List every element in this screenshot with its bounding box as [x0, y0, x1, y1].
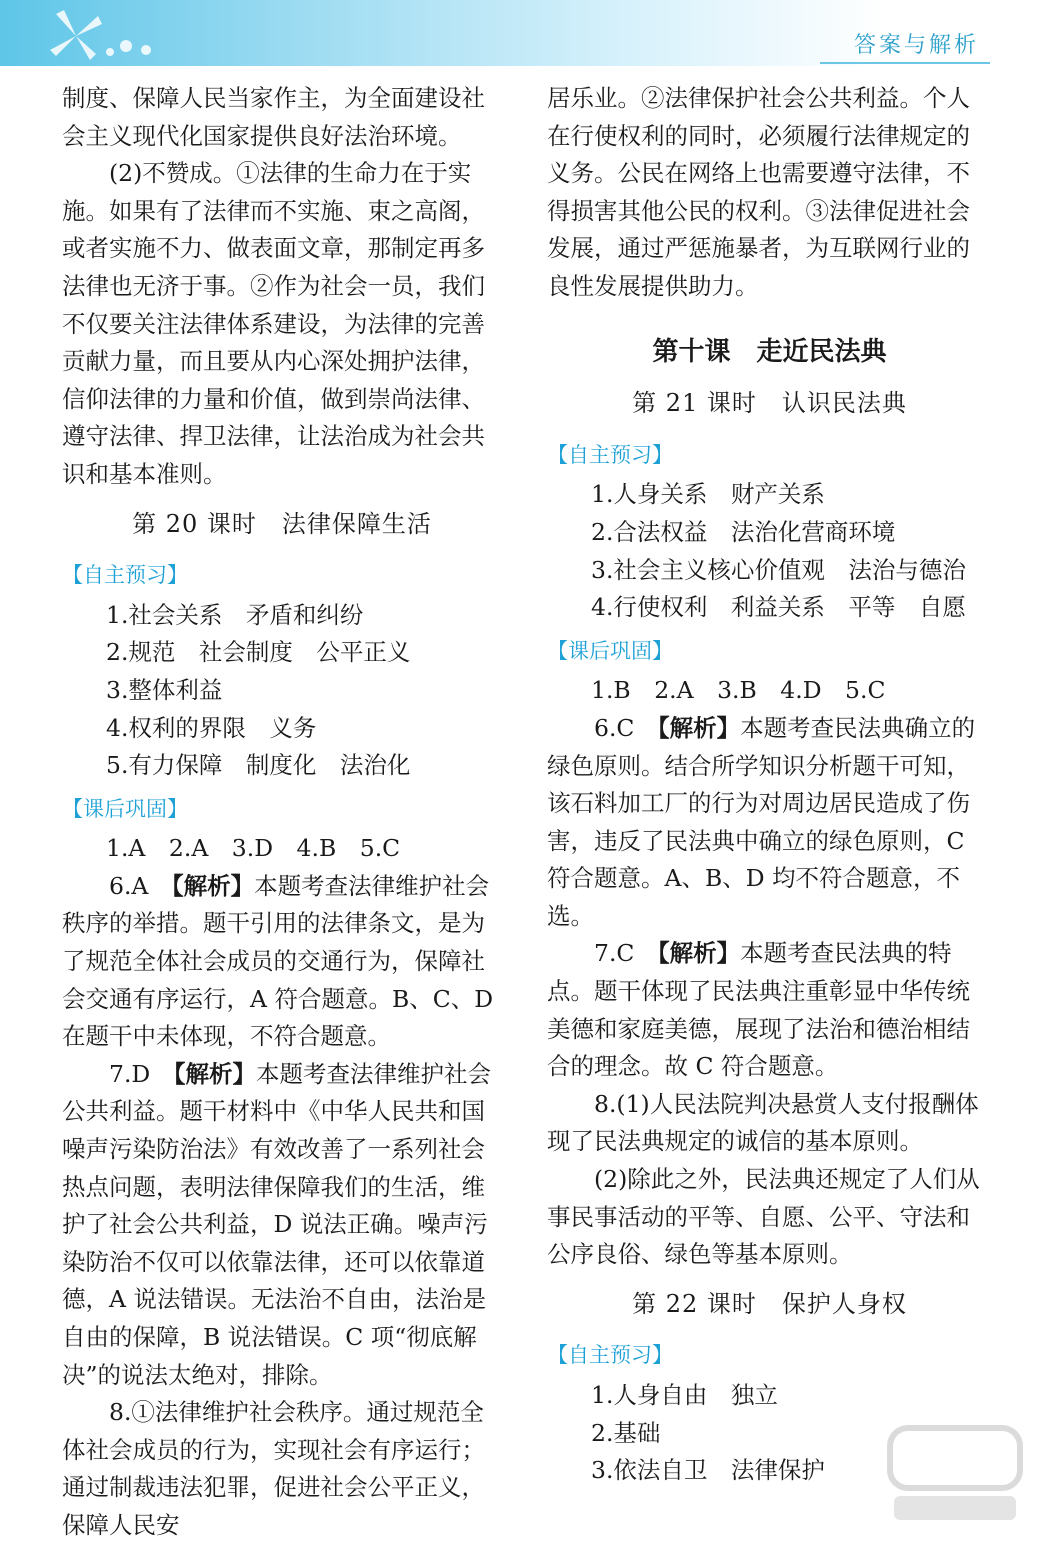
preview-item: 1.社会关系 矛盾和纠纷 — [106, 600, 364, 629]
question-6-text: 本题考查民法典确立的绿色原则。结合所学知识分析题干可知，该石料加工厂的行为对周边居民造成了伤害，违反了民法典中确立的绿色原则，C 符合题意。A、B、D 均不符合题意，不选。 — [547, 713, 976, 930]
preview-item: 3.依法自卫 法律保护 — [591, 1456, 825, 1485]
header-title: 答案与解析 — [853, 33, 979, 58]
left-paragraph-1: 制度、保障人民当家作主，为全面建设社会主义现代化国家提供良好法治环境。 — [62, 84, 485, 150]
preview-item: 2.基础 — [591, 1418, 661, 1447]
preview-item: 4.权利的界限 义务 — [106, 713, 317, 742]
choice-answers: 1.B 2.A 3.B 4.D 5.C — [591, 676, 886, 705]
left-column — [62, 80, 502, 1545]
left-paragraph-2: (2)不赞成。①法律的生命力在于实施。如果有了法律而不实施、束之高阁，或者实施不力、做表面文章，那制定再多法律也无济于事。②作为社会一员，我们不仅要关注法律体系建设，为法律的完善贡献力量，而且要从内心深处拥护法律，信仰法律的力量和价值，做到崇尚法律、遵守法律、捍卫法律，让法治成为社会共识和基本准则。 — [62, 159, 485, 488]
preview-tag: 【自主预习】 — [547, 442, 673, 467]
question-8-part-1: 8.(1)人民法院判决悬赏人支付报酬体现了民法典规定的诚信的基本原则。 — [547, 1089, 979, 1156]
question-6-analysis — [547, 710, 992, 936]
question-7-text: 本题考查法律维护社会公共利益。题干材料中《中华人民共和国噪声污染防治法》有效改善了一系列社会热点问题，表明法律保障我们的生活，维护了社会公共利益，D 说法正确。噪声污染防治不仅可以依靠法律，还可以依靠道德，A 说法错误。无法治不自由，法治是自由的保障，B 说法错误。C 项“彻底解决”的说法太绝对，排除。 — [62, 1059, 492, 1389]
preview-tag: 【自主预习】 — [62, 563, 188, 588]
review-tag: 【课后巩固】 — [62, 796, 188, 821]
question-6-analysis — [62, 868, 502, 1056]
preview-item: 1.人身关系 财产关系 — [591, 480, 825, 509]
preview-item: 5.有力保障 制度化 法治化 — [106, 751, 411, 780]
question-7-answer: 7.C — [594, 939, 658, 968]
header-rule — [820, 62, 990, 64]
preview-item: 3.社会主义核心价值观 法治与德治 — [591, 555, 966, 584]
question-7-text: 本题考查民法典的特点。题干体现了民法典注重彰显中华传统美德和家庭美德，展现了法治和德治相结合的理念。故 C 符合题意。 — [547, 939, 970, 1081]
question-7-analysis — [547, 935, 992, 1085]
question-6-answer: 6.A — [109, 871, 172, 900]
question-7-answer: 7.D — [109, 1059, 174, 1088]
review-tag: 【课后巩固】 — [547, 638, 673, 663]
right-column — [547, 80, 992, 1490]
question-8-part-2: (2)除此之外，民法典还规定了人们从事民事活动的平等、自愿、公平、守法和公序良俗、绿色等基本原则。 — [547, 1165, 980, 1269]
windmill-logo-icon — [36, 6, 166, 64]
preview-item: 2.合法权益 法治化营商环境 — [591, 517, 896, 546]
preview-item: 2.规范 社会制度 公平正义 — [106, 638, 411, 667]
analysis-label: 【解析】 — [171, 871, 255, 900]
period-20-title: 第 20 课时 法律保障生活 — [132, 509, 432, 538]
preview-item: 4.行使权利 利益关系 平等 自愿 — [591, 593, 966, 622]
question-6-answer: 6.C — [594, 713, 658, 742]
analysis-label: 【解析】 — [657, 713, 741, 742]
question-8-answer: 8.①法律维护社会秩序。通过规范全体社会成员的行为，实现社会有序运行；通过制裁违法犯罪，促进社会公平正义，保障人民安 — [62, 1398, 485, 1539]
preview-tag: 【自主预习】 — [547, 1343, 673, 1368]
question-7-analysis — [62, 1056, 502, 1394]
question-6-text: 本题考查法律维护社会秩序的举措。题干引用的法律条文，是为了规范全体社会成员的交通行为，保障社会交通有序运行，A 符合题意。B、C、D 在题干中未体现，不符合题意。 — [62, 871, 494, 1051]
preview-item: 3.整体利益 — [106, 675, 223, 704]
watermark-icon — [880, 1418, 1030, 1528]
period-21-title: 第 21 课时 认识民法典 — [632, 389, 907, 418]
analysis-label: 【解析】 — [657, 939, 741, 968]
choice-answers: 1.A 2.A 3.D 4.B 5.C — [106, 834, 401, 863]
period-22-title: 第 22 课时 保护人身权 — [632, 1289, 907, 1318]
analysis-label: 【解析】 — [173, 1059, 257, 1088]
preview-item: 1.人身自由 独立 — [591, 1381, 778, 1409]
right-paragraph-1: 居乐业。②法律保护社会公共利益。个人在行使权利的同时，必须履行法律规定的义务。公民在网络上也需要遵守法律，不得损害其他公民的权利。③法律促进社会发展，通过严惩施暴者，为互联网行业的良性发展提供助力。 — [547, 84, 970, 300]
lesson-10-title: 第十课 走近民法典 — [652, 336, 887, 367]
